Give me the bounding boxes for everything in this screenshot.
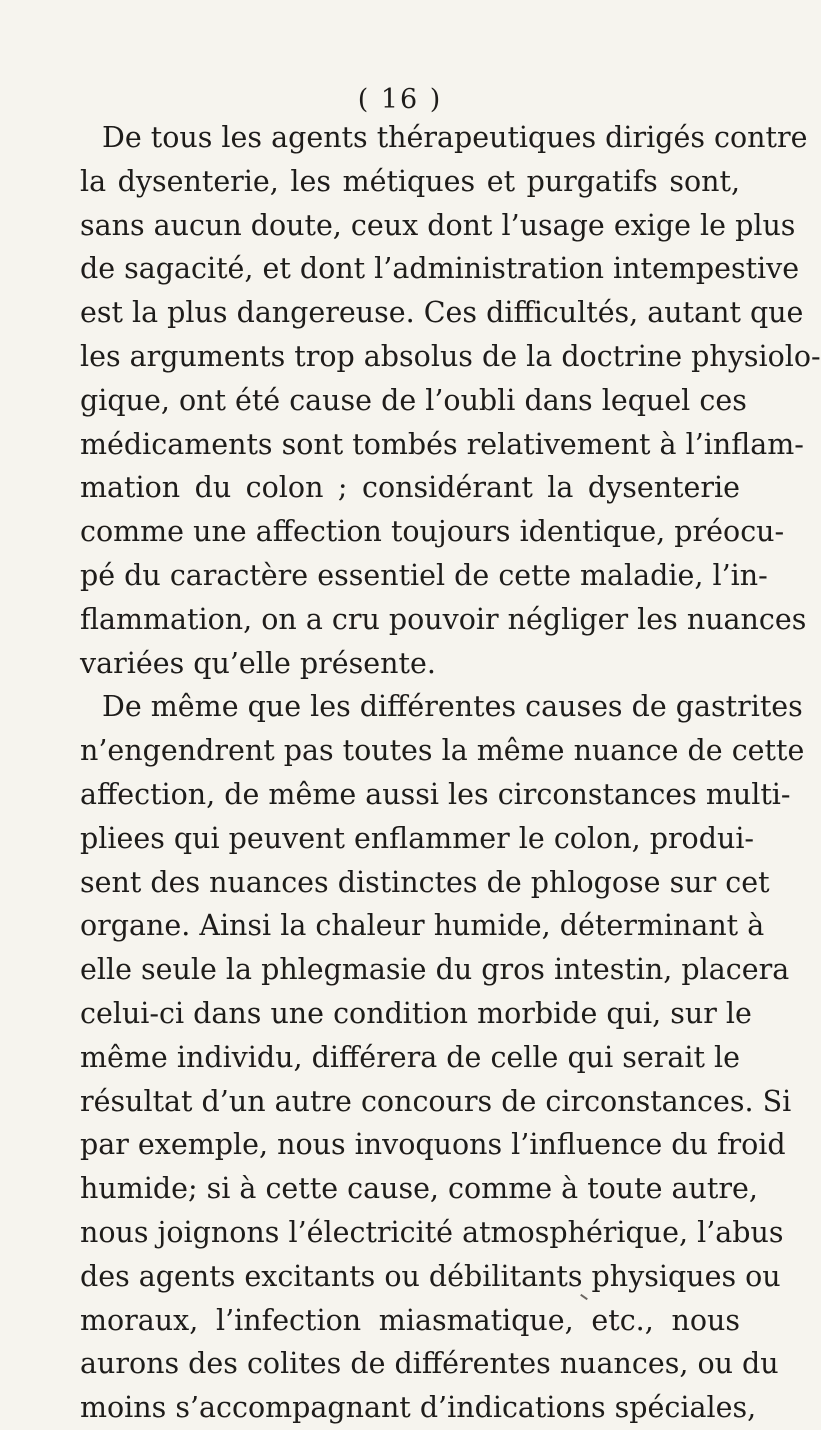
text-line: sans aucun doute, ceux dont l’usage exige le plus (80, 208, 796, 242)
text-line: celui-ci dans une condition morbide qui, sur le (80, 996, 752, 1030)
text-line: sent des nuances distinctes de phlogose sur cet (80, 865, 770, 899)
text-line: médicaments sont tombés relativement à l’inflam- (80, 427, 804, 461)
text-line: des agents excitants ou débilitants physiques ou (80, 1259, 781, 1293)
text-line: pliees qui peuvent enflammer le colon, produi- (80, 821, 755, 855)
text-line: résultat d’un autre concours de circonstances. Si (80, 1084, 792, 1118)
page-number: ( 16 ) (357, 84, 443, 115)
text-line: aurons des colites de différentes nuances, ou du (80, 1347, 779, 1381)
text-line: humide; si à cette cause, comme à toute autre, (80, 1172, 758, 1206)
text-line: De tous les agents thérapeutiques dirigés contre (102, 121, 808, 154)
text-line: n’engendrent pas toutes la même nuance de cette (80, 734, 805, 768)
text-line: De même que les différentes causes de gastrites (102, 690, 803, 724)
text-line: comme une affection toujours identique, préocu- (80, 515, 785, 549)
text-line: de sagacité, et dont l’administration intempestive (80, 252, 800, 286)
text-line: variées qu’elle présente. (80, 646, 436, 680)
text-line: par exemple, nous invoquons l’influence du froid (80, 1128, 786, 1162)
text-line: gique, ont été cause de l’oubli dans lequel ces (80, 383, 747, 417)
text-line: nous joignons l’électricité atmosphérique, l’abus (80, 1215, 784, 1249)
text-line: affection, de même aussi les circonstances multi- (80, 777, 791, 811)
text-line: les arguments trop absolus de la doctrine physiolo- (80, 339, 821, 373)
text-line: la dysenterie, les métiques et purgatifs sont, (80, 164, 740, 198)
text-line: pé du caractère essentiel de cette maladie, l’in- (80, 558, 768, 592)
body-text (80, 116, 821, 1430)
text-line: moraux, l’infection miasmatique, etc., nous (80, 1303, 740, 1337)
text-line: moins s’accompagnant d’indications spéciales, (80, 1391, 757, 1425)
text-line: mation du colon ; considérant la dysenterie (80, 471, 740, 505)
text-line: organe. Ainsi la chaleur humide, déterminant à (80, 909, 765, 943)
text-line: flammation, on a cru pouvoir négliger les nuances (80, 602, 807, 636)
text-line: est la plus dangereuse. Ces difficultés, autant que (80, 296, 804, 330)
text-line: même individu, différera de celle qui serait le (80, 1040, 740, 1074)
text-line: elle seule la phlegmasie du gros intestin, placera (80, 953, 790, 987)
